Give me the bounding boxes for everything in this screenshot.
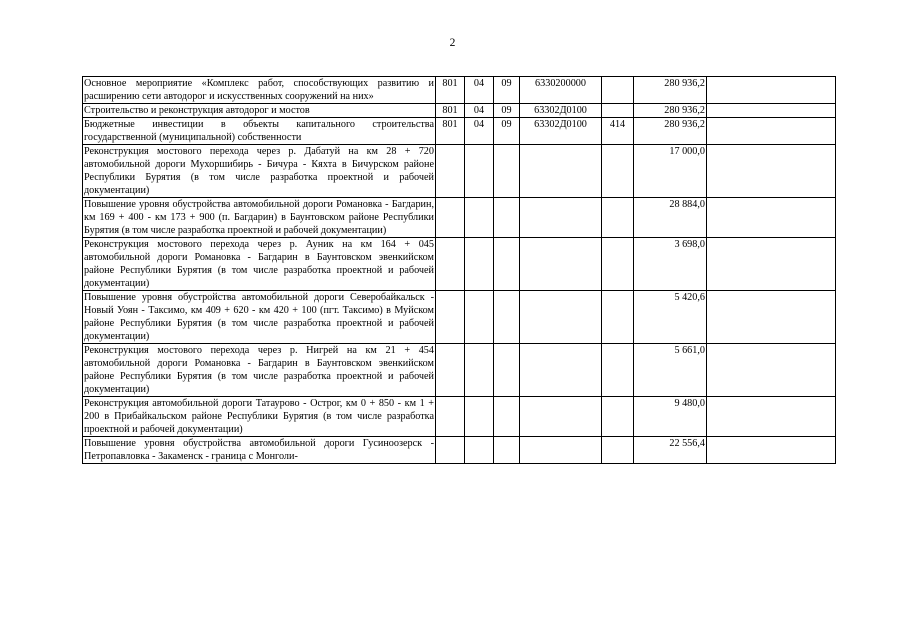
subsection-code-cell: 09 <box>494 118 520 145</box>
subsection-code-cell <box>494 238 520 291</box>
expense-type-cell <box>602 291 634 344</box>
subsection-code-cell: 09 <box>494 104 520 118</box>
row-name-cell: Реконструкция мостового перехода через р. Дабатуй на км 28 + 720 автомобильной дороги Мухоршибирь - Бичура - Кяхта в Бичурском районе Республики Бурятия (в том числе разработка проектной и рабочей документации) <box>84 146 434 196</box>
ministry-code-cell <box>436 291 465 344</box>
amount-cell: 3 698,0 <box>634 238 707 291</box>
row-name-cell: Основное мероприятие «Комплекс работ, способствующих развитию и расширению сети автодорог и искусственных сооружений на них» <box>84 78 434 102</box>
section-code-cell: 04 <box>465 104 494 118</box>
section-code-cell: 04 <box>465 77 494 104</box>
amount-cell: 280 936,2 <box>634 118 707 145</box>
empty-cell <box>707 437 836 464</box>
target-article-cell <box>520 344 602 397</box>
row-name-cell: Реконструкция мостового перехода через р. Нигрей на км 21 + 454 автомобильной дороги Романовка - Багдарин в Баунтовском эвенкийском районе Республики Бурятия (в том числе разработка проектной и рабочей документации) <box>84 345 434 395</box>
target-article-cell <box>520 291 602 344</box>
empty-cell <box>707 397 836 437</box>
row-name-cell: Повышение уровня обустройства автомобильной дороги Романовка - Багдарин, км 169 + 400 - км 173 + 900 (п. Багдарин) в Баунтовском районе Республики Бурятия (в том числе разработка проектной и рабочей документации) <box>84 199 434 236</box>
amount-cell: 5 420,6 <box>634 291 707 344</box>
ministry-code-cell <box>436 145 465 198</box>
target-article-cell <box>520 238 602 291</box>
section-code-cell <box>465 437 494 464</box>
target-article-cell <box>520 397 602 437</box>
section-code-cell: 04 <box>465 118 494 145</box>
table-row <box>83 198 836 238</box>
ministry-code-cell <box>436 437 465 464</box>
section-code-cell <box>465 238 494 291</box>
row-name-cell: Реконструкция мостового перехода через р. Ауник на км 164 + 045 автомобильной дороги Романовка - Багдарин в Баунтовском эвенкийском районе Республики Бурятия (в том числе разработка проектной и рабочей документации) <box>84 239 434 289</box>
empty-cell <box>707 104 836 118</box>
ministry-code-cell <box>436 238 465 291</box>
ministry-code-cell: 801 <box>436 104 465 118</box>
table-row <box>83 104 836 118</box>
table-row <box>83 238 836 291</box>
empty-cell <box>707 344 836 397</box>
ministry-code-cell: 801 <box>436 118 465 145</box>
table-row <box>83 118 836 145</box>
page-number: 2 <box>449 37 456 49</box>
row-name-cell: Реконструкция автомобильной дороги Татаурово - Острог, км 0 + 850 - км 1 + 200 в Прибайкальском районе Республики Бурятия (в том числе разработка проектной и рабочей документации) <box>84 398 434 435</box>
expense-type-cell <box>602 344 634 397</box>
table-row <box>83 291 836 344</box>
target-article-cell: 63302Д0100 <box>520 118 602 145</box>
subsection-code-cell <box>494 145 520 198</box>
section-code-cell <box>465 145 494 198</box>
expense-type-cell <box>602 198 634 238</box>
row-name-cell: Бюджетные инвестиции в объекты капитального строительства государственной (муниципальной) собственности <box>84 119 434 143</box>
subsection-code-cell: 09 <box>494 77 520 104</box>
expense-type-cell <box>602 77 634 104</box>
target-article-cell: 6330200000 <box>520 77 602 104</box>
target-article-cell: 63302Д0100 <box>520 104 602 118</box>
subsection-code-cell <box>494 291 520 344</box>
table-row <box>83 344 836 397</box>
section-code-cell <box>465 198 494 238</box>
table-row <box>83 397 836 437</box>
table-row <box>83 437 836 464</box>
ministry-code-cell <box>436 198 465 238</box>
subsection-code-cell <box>494 198 520 238</box>
expense-type-cell <box>602 145 634 198</box>
amount-cell: 280 936,2 <box>634 77 707 104</box>
budget-table <box>82 76 836 464</box>
expense-type-cell: 414 <box>602 118 634 145</box>
section-code-cell <box>465 344 494 397</box>
row-name-cell: Повышение уровня обустройства автомобильной дороги Гусиноозерск - Петропавловка - Закаменск - граница с Монголи- <box>84 438 434 462</box>
empty-cell <box>707 291 836 344</box>
table-row <box>83 77 836 104</box>
empty-cell <box>707 77 836 104</box>
expense-type-cell <box>602 397 634 437</box>
amount-cell: 5 661,0 <box>634 344 707 397</box>
empty-cell <box>707 118 836 145</box>
row-name-cell: Строительство и реконструкция автодорог и мостов <box>83 104 436 118</box>
empty-cell <box>707 198 836 238</box>
subsection-code-cell <box>494 344 520 397</box>
row-name-cell: Повышение уровня обустройства автомобильной дороги Северобайкальск - Новый Уоян - Таксимо, км 409 + 620 - км 420 + 100 (пгт. Таксимо) в Муйском районе Республики Бурятия (в том числе разработка проектной и рабочей документации) <box>84 292 434 342</box>
subsection-code-cell <box>494 437 520 464</box>
target-article-cell <box>520 437 602 464</box>
target-article-cell <box>520 198 602 238</box>
expense-type-cell <box>602 238 634 291</box>
amount-cell: 28 884,0 <box>634 198 707 238</box>
ministry-code-cell <box>436 397 465 437</box>
expense-type-cell <box>602 437 634 464</box>
ministry-code-cell <box>436 344 465 397</box>
amount-cell: 9 480,0 <box>634 397 707 437</box>
section-code-cell <box>465 291 494 344</box>
amount-cell: 280 936,2 <box>634 104 707 118</box>
amount-cell: 22 556,4 <box>634 437 707 464</box>
empty-cell <box>707 238 836 291</box>
amount-cell: 17 000,0 <box>634 145 707 198</box>
expense-type-cell <box>602 104 634 118</box>
target-article-cell <box>520 145 602 198</box>
empty-cell <box>707 145 836 198</box>
table-row <box>83 145 836 198</box>
subsection-code-cell <box>494 397 520 437</box>
ministry-code-cell: 801 <box>436 77 465 104</box>
section-code-cell <box>465 397 494 437</box>
